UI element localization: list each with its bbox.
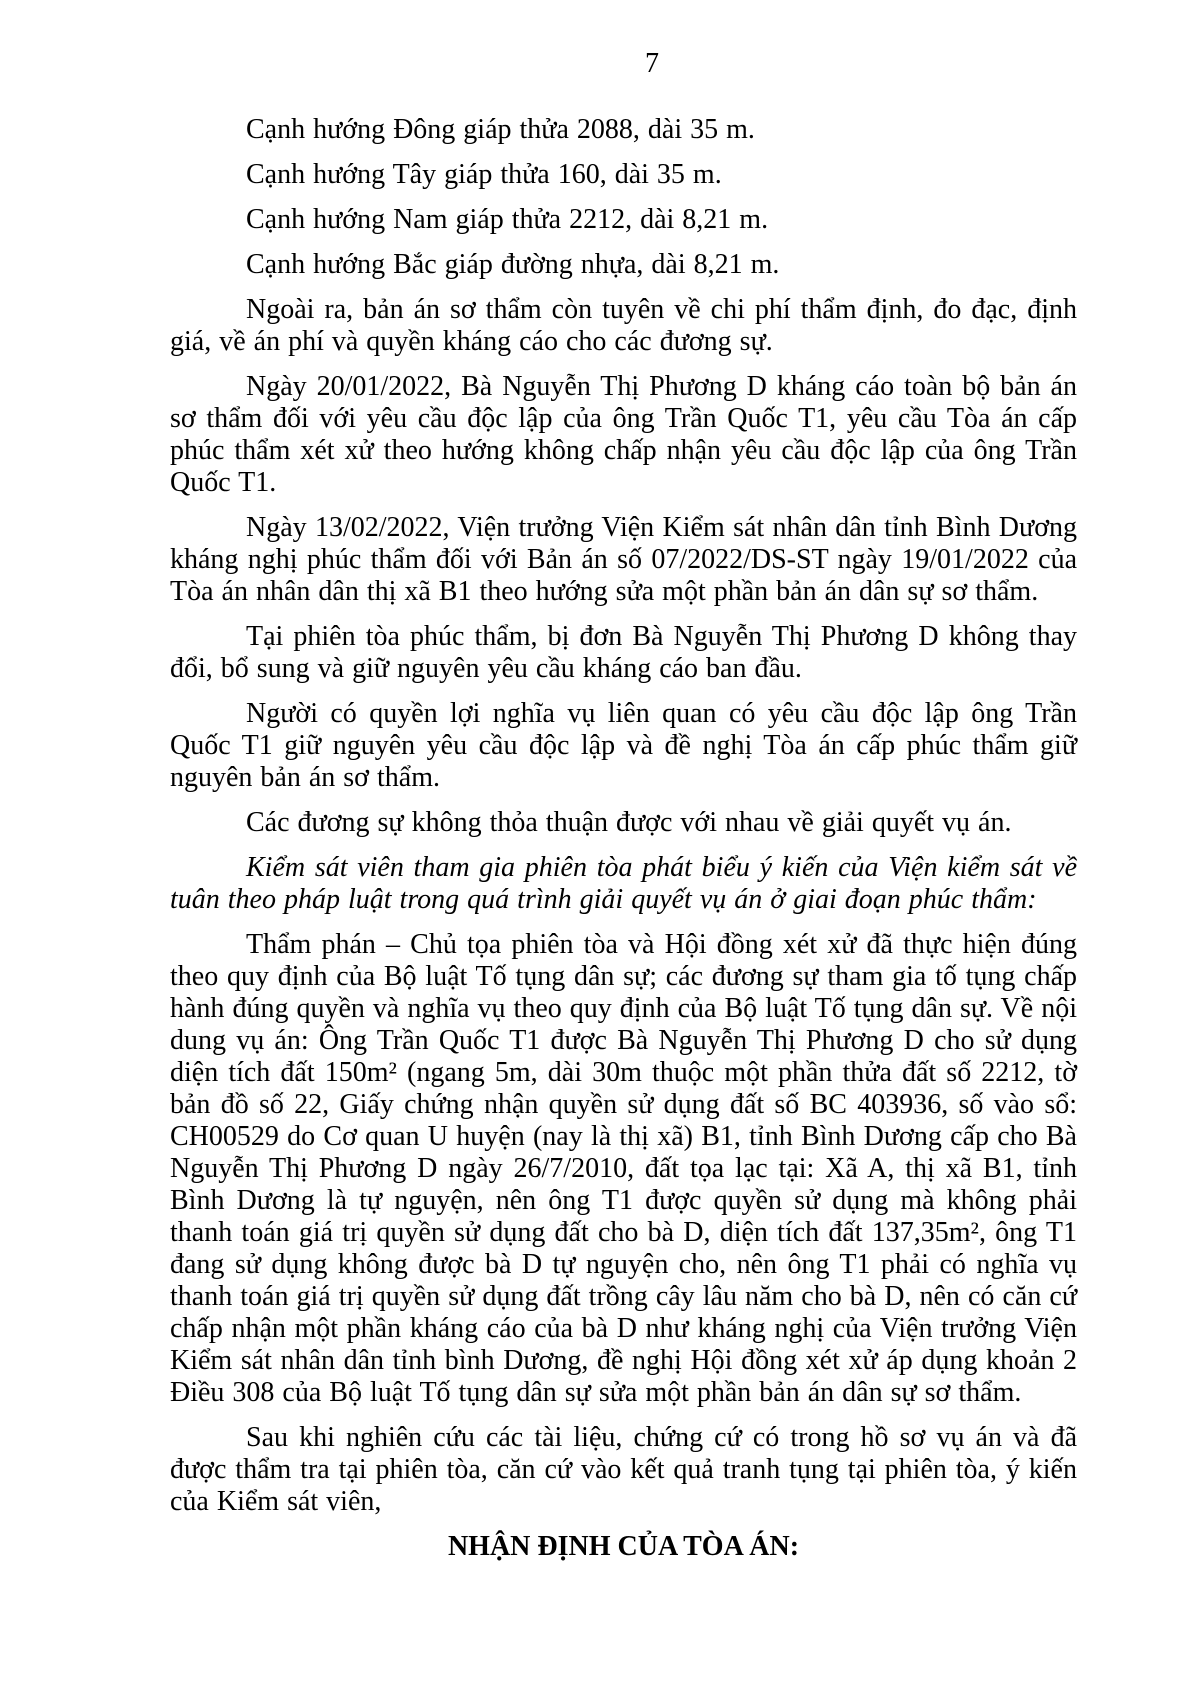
- paragraph-boundary-north: Cạnh hướng Bắc giáp đường nhựa, dài 8,21 m.: [246, 249, 780, 280]
- document-body: [170, 114, 1077, 1563]
- paragraph-boundary-east: Cạnh hướng Đông giáp thửa 2088, dài 35 m.: [246, 114, 755, 145]
- section-heading-court-judgement: NHẬN ĐỊNH CỦA TÒA ÁN:: [447, 1531, 800, 1562]
- paragraph-no-agreement: Các đương sự không thỏa thuận được với nhau về giải quyết vụ án.: [246, 807, 1012, 838]
- paragraph-other-rulings: Ngoài ra, bản án sơ thẩm còn tuyên về chi phí thẩm định, đo đạc, định giá, về án phí và quyền kháng cáo cho các đương sự.: [170, 294, 1077, 357]
- paragraph-protest-notice: Ngày 13/02/2022, Viện trưởng Viện Kiểm sát nhân dân tỉnh Bình Dương kháng nghị phúc thẩm đối với Bản án số 07/2022/DS-ST ngày 19/01/2022 của Tòa án nhân dân thị xã B1 theo hướng sửa một phần bản án dân sự sơ thẩm.: [170, 512, 1077, 607]
- paragraph-related-party-position: Người có quyền lợi nghĩa vụ liên quan có yêu cầu độc lập ông Trần Quốc T1 giữ nguyên yêu cầu độc lập và đề nghị Tòa án cấp phúc thẩm giữ nguyên bản án sơ thẩm.: [170, 698, 1077, 793]
- paragraph-procurator-opinion: Thẩm phán – Chủ tọa phiên tòa và Hội đồng xét xử đã thực hiện đúng theo quy định của Bộ luật Tố tụng dân sự; các đương sự tham gia tố tụng chấp hành đúng quyền và nghĩa vụ theo quy định của Bộ luật Tố tụng dân sự. Về nội dung vụ án: Ông Trần Quốc T1 được Bà Nguyễn Thị Phương D cho sử dụng diện tích đất 150m² (ngang 5m, dài 30m thuộc một phần thửa đất số 2212, tờ bản đồ số 22, Giấy chứng nhận quyền sử dụng đất số BC 403936, số vào sổ: CH00529 do Cơ quan U huyện (nay là thị xã) B1, tỉnh Bình Dương cấp cho Bà Nguyễn Thị Phương D ngày 26/7/2010, đất tọa lạc tại: Xã A, thị xã B1, tỉnh Bình Dương là tự nguyện, nên ông T1 được quyền sử dụng mà không phải thanh toán giá trị quyền sử dụng đất cho bà D, diện tích đất 137,35m², ông T1 đang sử dụng không được bà D tự nguyện cho, nên ông T1 phải có nghĩa vụ thanh toán giá trị quyền sử dụng đất trồng cây lâu năm cho bà D, nên có căn cứ chấp nhận một phần kháng cáo của bà D như kháng nghị của Viện trưởng Viện Kiểm sát nhân dân tỉnh bình Dương, đề nghị Hội đồng xét xử áp dụng khoản 2 Điều 308 của Bộ luật Tố tụng dân sự sửa một phần bản án dân sự sơ thẩm.: [170, 929, 1077, 1408]
- paragraph-appeal-notice: Ngày 20/01/2022, Bà Nguyễn Thị Phương D kháng cáo toàn bộ bản án sơ thẩm đối với yêu cầu độc lập của ông Trần Quốc T1, yêu cầu Tòa án cấp phúc thẩm xét xử theo hướng không chấp nhận yêu cầu độc lập của ông Trần Quốc T1.: [170, 371, 1077, 498]
- paragraph-procurator-statement: Kiểm sát viên tham gia phiên tòa phát biểu ý kiến của Viện kiểm sát về tuân theo pháp luật trong quá trình giải quyết vụ án ở giai đoạn phúc thẩm:: [170, 852, 1077, 915]
- paragraph-after-review: Sau khi nghiên cứu các tài liệu, chứng cứ có trong hồ sơ vụ án và đã được thẩm tra tại phiên tòa, căn cứ vào kết quả tranh tụng tại phiên tòa, ý kiến của Kiểm sát viên,: [170, 1422, 1077, 1517]
- paragraph-boundary-south: Cạnh hướng Nam giáp thửa 2212, dài 8,21 m.: [246, 204, 769, 235]
- paragraph-boundary-west: Cạnh hướng Tây giáp thửa 160, dài 35 m.: [246, 159, 722, 190]
- paragraph-defendant-position: Tại phiên tòa phúc thẩm, bị đơn Bà Nguyễn Thị Phương D không thay đổi, bổ sung và giữ nguyên yêu cầu kháng cáo ban đầu.: [170, 621, 1077, 684]
- page-number: 7: [645, 48, 659, 79]
